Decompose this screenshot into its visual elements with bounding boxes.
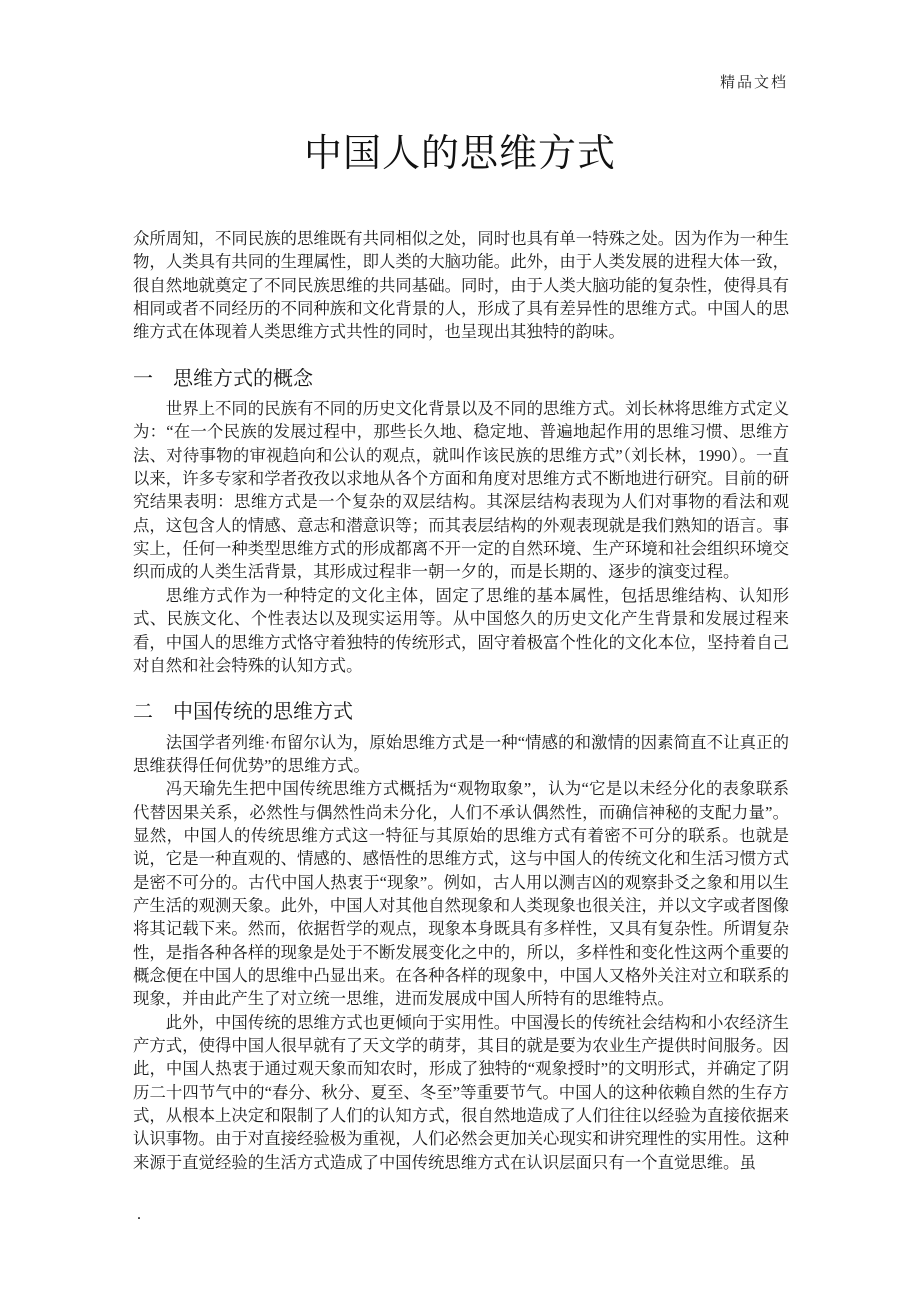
body-paragraph: 此外，中国传统的思维方式也更倾向于实用性。中国漫长的传统社会结构和小农经济生产方式，使得中国人很早就有了天文学的萌芽，其目的就是要为农业生产提供时间服务。因此，中国人热衷于通过观天象而知农时，形成了独特的“观象授时”的文明形式，并确定了阴历二十四节气中的“春分、秋分、夏至、冬至”等重要节气。中国人的这种依赖自然的生存方式，从根本上决定和限制了人们的认知方式，很自然地造成了人们往往以经验为直接依据来认识事物。由于对直接经验极为重视，人们必然会更加关心现实和讲究理性的实用性。这种来源于直觉经验的生活方式造成了中国传统思维方式在认识层面只有一个直觉思维。虽 (133, 1012, 789, 1172)
body-paragraph: 世界上不同的民族有不同的历史文化背景以及不同的思维方式。刘长林将思维方式定义为：“在一个民族的发展过程中，那些长久地、稳定地、普遍地起作用的思维习惯、思维方法、对待事物的审视趋向和公认的观点，就叫作该民族的思维方式”（刘长林，1990）。一直以来，许多专家和学者孜孜以求地从各个方面和角度对思维方式不断地进行研究。目前的研究结果表明：思维方式是一个复杂的双层结构。其深层结构表现为人们对事物的看法和观点，这包含人的情感、意志和潜意识等；而其表层结构的外观表现就是我们熟知的语言。事实上，任何一种类型思维方式的形成都离不开一定的自然环境、生产环境和社会组织环境交织而成的人类生活背景，其形成过程非一朝一夕的，而是长期的、逐步的演变过程。 (133, 399, 789, 582)
body-paragraph: 思维方式作为一种特定的文化主体，固定了思维的基本属性，包括思维结构、认知形式、民族文化、个性表达以及现实运用等。从中国悠久的历史文化产生背景和发展过程来看，中国人的思维方式恪守着独特的传统形式，固守着极富个性化的文化本位，坚持着自己对自然和社会特殊的认知方式。 (133, 585, 789, 675)
header-watermark: 精品文档 (719, 75, 788, 91)
body-paragraph: 众所周知，不同民族的思维既有共同相似之处，同时也具有单一特殊之处。因为作为一种生物，人类具有共同的生理属性，即人类的大脑功能。此外，由于人类发展的进程大体一致，很自然地就奠定了不同民族思维的共同基础。同时，由于人类大脑功能的复杂性，使得具有相同或者不同经历的不同种族和文化背景的人，形成了具有差异性的思维方式。中国人的思维方式在体现着人类思维方式共性的同时，也呈现出其独特的韵味。 (133, 229, 789, 342)
body-paragraph: 法国学者列维·布留尔认为，原始思维方式是一种“情感的和激情的因素简直不让真正的思维获得任何优势”的思维方式。 (133, 732, 789, 775)
page-title: 中国人的思维方式 (303, 133, 616, 175)
document-body (133, 227, 789, 1174)
footer-mark: . (137, 1206, 141, 1223)
section-heading-2: 二 中国传统的思维方式 (133, 701, 353, 724)
section-heading-1: 一 思维方式的概念 (133, 367, 313, 390)
body-paragraph: 冯天瑜先生把中国传统思维方式概括为“观物取象”，认为“它是以未经分化的表象联系代替因果关系，必然性与偶然性尚未分化，人们不承认偶然性，而确信神秘的支配力量”。显然，中国人的传统思维方式这一特征与其原始的思维方式有着密不可分的联系。也就是说，它是一种直观的、情感的、感悟性的思维方式，这与中国人的传统文化和生活习惯方式是密不可分的。古代中国人热衷于“现象”。例如，古人用以测吉凶的观察卦爻之象和用以生产生活的观测天象。此外，中国人对其他自然现象和人类现象也很关注，并以文字或者图像将其记载下来。然而，依据哲学的观点，现象本身既具有多样性，又具有复杂性。所谓复杂性，是指各种各样的现象是处于不断发展变化之中的，所以，多样性和变化性这两个重要的概念便在中国人的思维中凸显出来。在各种各样的现象中，中国人又格外关注对立和联系的现象，并由此产生了对立统一思维，进而发展成中国人所特有的思维特点。 (133, 779, 789, 1009)
